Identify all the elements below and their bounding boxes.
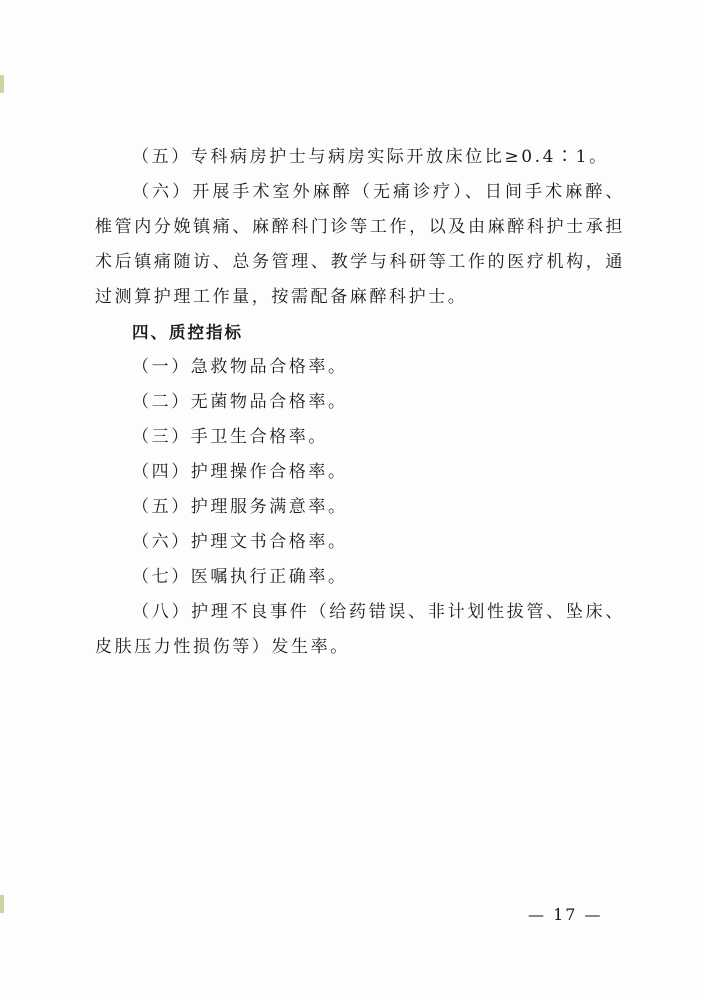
indicator-item: （八）护理不良事件（给药错误、非计划性拔管、坠床、皮肤压力性损伤等）发生率。	[95, 602, 625, 657]
paragraph-staff-ratio: （五）专科病房护士与病房实际开放床位比≥0.4∶1。	[132, 147, 609, 167]
section-heading: 四、质控指标	[132, 323, 243, 342]
indicator-item: （一）急救物品合格率。	[132, 357, 348, 377]
indicator-item: （三）手卫生合格率。	[132, 427, 328, 447]
paragraph-anesthesia-nurses: （六）开展手术室外麻醉（无痛诊疗）、日间手术麻醉、椎管内分娩镇痛、麻醉科门诊等工作，以及由麻醉科护士承担术后镇痛随访、总务管理、教学与科研等工作的医疗机构，通过测算护理工作量，按需配备麻醉科护士。	[95, 182, 625, 307]
scan-edge-mark	[0, 75, 4, 93]
scan-edge-mark	[0, 895, 4, 913]
indicator-item: （六）护理文书合格率。	[132, 532, 348, 552]
indicator-item: （二）无菌物品合格率。	[132, 392, 348, 412]
indicator-item: （五）护理服务满意率。	[132, 497, 348, 517]
indicator-item: （四）护理操作合格率。	[132, 462, 348, 482]
document-body	[95, 140, 625, 665]
indicator-item: （七）医嘱执行正确率。	[132, 567, 348, 587]
page-number: — 17 —	[528, 905, 603, 924]
